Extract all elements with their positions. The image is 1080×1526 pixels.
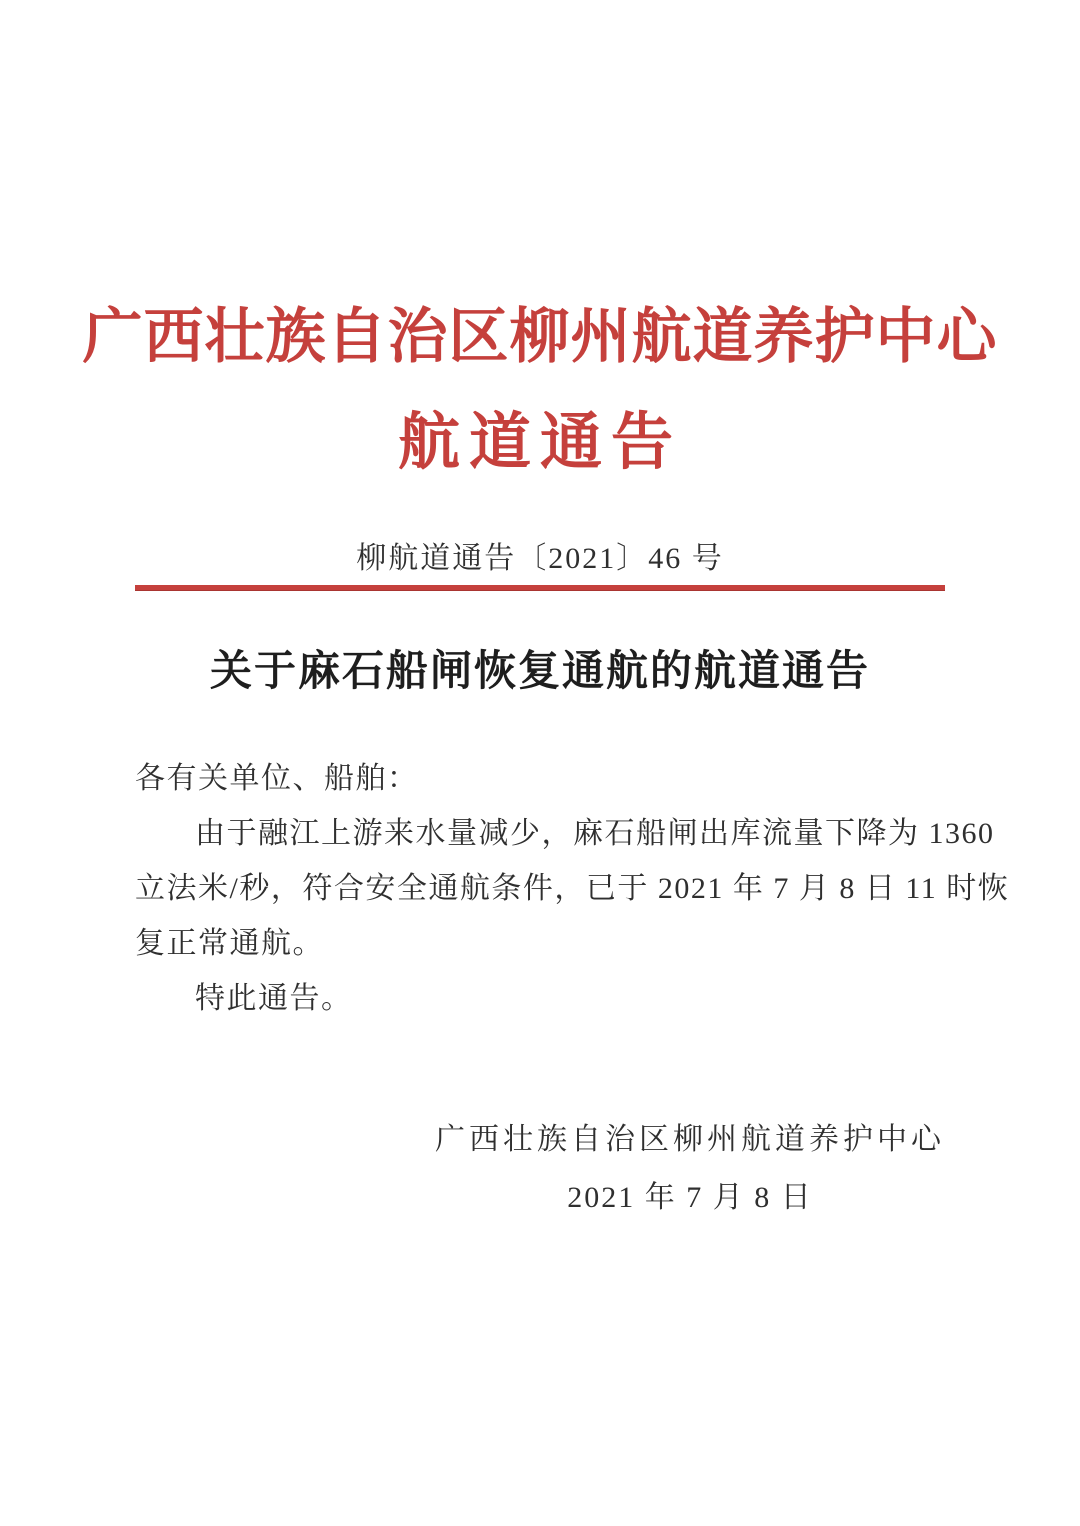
body-line-closing: 特此通告。 bbox=[195, 982, 353, 1016]
signature-org: 广西壮族自治区柳州航道养护中心 bbox=[435, 1123, 945, 1157]
doc-type-title: 航道通告 bbox=[397, 409, 682, 477]
notice-body bbox=[135, 751, 1010, 1026]
body-line: 由于融江上游来水量减少，麻石船闸出库流量下降为 1360 bbox=[195, 817, 995, 851]
org-title: 广西壮族自治区柳州航道养护中心 bbox=[82, 304, 998, 370]
signature-block bbox=[435, 1111, 945, 1227]
document-header bbox=[0, 300, 1080, 483]
header-divider-rule bbox=[135, 585, 945, 590]
body-line: 复正常通航。 bbox=[135, 927, 324, 961]
signature-date: 2021 年 7 月 8 日 bbox=[567, 1181, 813, 1215]
body-line: 立法米/秒，符合安全通航条件，已于 2021 年 7 月 8 日 11 时恢 bbox=[135, 872, 1010, 906]
doc-number: 柳航道通告〔2021〕46 号 bbox=[356, 541, 724, 575]
notice-heading: 关于麻石船闸恢复通航的航道通告 bbox=[209, 648, 870, 695]
salutation: 各有关单位、船舶： bbox=[135, 762, 419, 796]
